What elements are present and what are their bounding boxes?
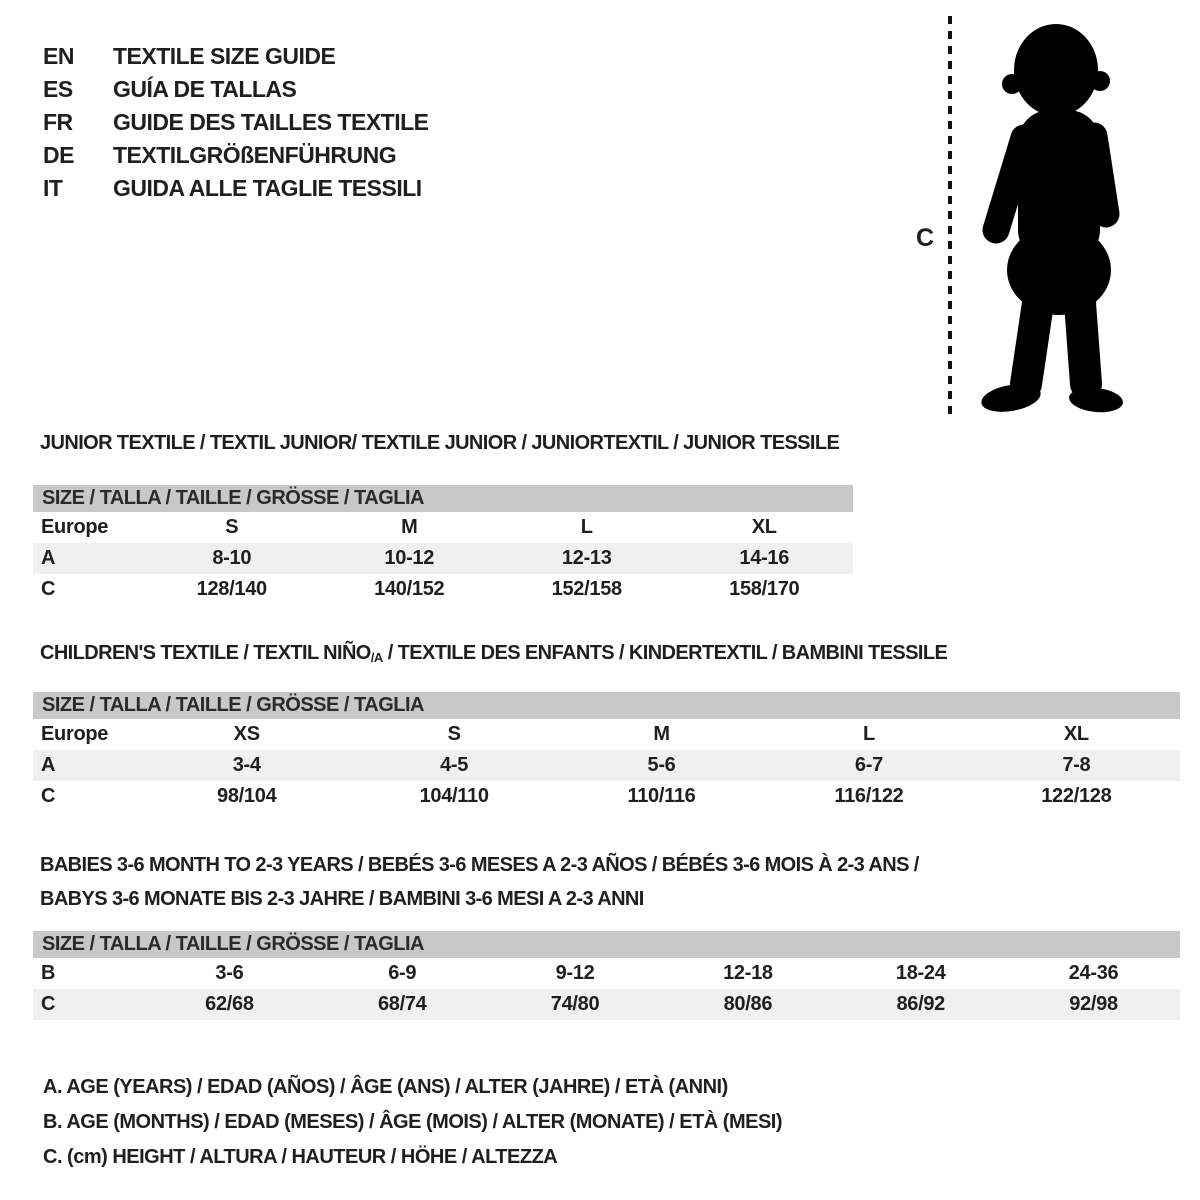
table-cell: 62/68 [205,993,254,1015]
section-title: JUNIOR TEXTILE / TEXTIL JUNIOR/ TEXTILE JUNIOR / JUNIORTEXTIL / JUNIOR TESSILE [40,432,840,454]
language-row [43,106,429,139]
language-guide-title: TEXTILGRÖßENFÜHRUNG [113,142,397,168]
section-title-text: CHILDREN'S TEXTILE / TEXTIL NIÑO [40,642,371,664]
language-guide-title: TEXTILE SIZE GUIDE [113,43,336,69]
section-title [40,640,1180,671]
table-cell: L [862,723,875,745]
row-label: A [41,754,56,776]
language-guide-title: GUIDE DES TAILLES TEXTILE [113,109,429,135]
table-cell: 10-12 [384,547,435,569]
section-title-text: / TEXTILE DES ENFANTS / KINDERTEXTIL / BAMBINI TESSILE [382,642,948,664]
legend-note: C. (cm) HEIGHT / ALTURA / HAUTEUR / HÖHE / ALTEZZA [43,1146,558,1168]
size-table-header: SIZE / TALLA / TAILLE / GRÖSSE / TAGLIA [33,692,1180,719]
height-figure-graphic [898,8,1148,420]
row-label: C [41,993,56,1015]
row-label: C [41,578,56,600]
table-cell: 92/98 [1069,993,1118,1015]
table-cell: 18-24 [895,962,946,984]
size-table [33,931,1180,1020]
height-figure [898,8,1148,420]
section-children-textile [33,640,1180,830]
size-table [33,485,853,605]
table-row [33,719,1180,750]
language-title-list [43,40,429,205]
figure-height-label: C [916,224,935,252]
table-row [33,543,853,574]
table-cell: 14-16 [739,547,790,569]
legend-note: A. AGE (YEARS) / EDAD (AÑOS) / ÂGE (ANS) / ALTER (JAHRE) / ETÀ (ANNI) [43,1076,728,1098]
section-title: BABIES 3-6 MONTH TO 2-3 YEARS / BEBÉS 3-6 MESES A 2-3 AÑOS / BÉBÉS 3-6 MOIS À 2-3 ANS / [40,854,919,876]
legend-notes [43,1070,782,1175]
language-code: ES [43,76,73,102]
table-cell: XL [751,516,777,538]
row-label: B [41,962,56,984]
language-code: DE [43,142,74,168]
table-cell: 140/152 [374,578,445,600]
language-row [43,40,429,73]
table-cell: S [447,723,461,745]
table-cell: M [653,723,670,745]
table-cell: 68/74 [377,993,427,1015]
table-cell: XL [1063,723,1089,745]
language-guide-title: GUÍA DE TALLAS [113,76,297,102]
row-label: Europe [41,516,109,538]
language-code: EN [43,43,74,69]
table-cell: M [401,516,418,538]
legend-note: B. AGE (MONTHS) / EDAD (MESES) / ÂGE (MOIS) / ALTER (MONATE) / ETÀ (MESI) [43,1111,783,1133]
row-label: C [41,785,56,807]
size-table-header: SIZE / TALLA / TAILLE / GRÖSSE / TAGLIA [33,485,853,512]
language-row [43,139,429,172]
section-title: BABYS 3-6 MONATE BIS 2-3 JAHRE / BAMBINI 3-6 MESI A 2-3 ANNI [40,888,644,910]
table-row [33,958,1180,989]
section-babies-textile [33,848,1180,1038]
table-cell: 12-18 [723,962,773,984]
table-cell: 158/170 [729,578,800,600]
table-cell: 12-13 [561,547,612,569]
table-row [33,512,853,543]
table-cell: 116/122 [834,785,904,807]
section-junior-textile [33,430,853,620]
table-cell: 122/128 [1041,785,1112,807]
table-cell: 6-9 [388,962,417,984]
table-row [33,574,853,605]
table-cell: 6-7 [854,754,883,776]
table-cell: 104/110 [419,785,489,807]
toddler-silhouette-icon [979,24,1124,416]
table-cell: 7-8 [1062,754,1091,776]
table-cell: 86/92 [896,993,945,1015]
language-row [43,73,429,106]
table-cell: 128/140 [196,578,267,600]
language-code: IT [43,175,63,201]
table-cell: 110/116 [627,785,696,807]
table-cell: L [580,516,593,538]
language-guide-title: GUIDA ALLE TAGLIE TESSILI [113,175,422,201]
table-cell: 3-4 [232,754,261,776]
language-row [43,172,429,205]
table-cell: 98/104 [217,785,277,807]
table-cell: XS [233,723,260,745]
table-cell: 3-6 [215,962,244,984]
table-cell: 80/86 [723,993,773,1015]
table-cell: 24-36 [1068,962,1119,984]
table-row [33,989,1180,1020]
table-cell: 5-6 [647,754,676,776]
section-title-subscript: /A [370,650,383,665]
size-table-header: SIZE / TALLA / TAILLE / GRÖSSE / TAGLIA [33,931,1180,958]
size-table [33,692,1180,812]
language-code: FR [43,109,73,135]
table-cell: 8-10 [212,547,252,569]
table-cell: 152/158 [551,578,622,600]
row-label: Europe [41,723,109,745]
table-cell: 9-12 [555,962,595,984]
table-row [33,750,1180,781]
table-cell: 74/80 [550,993,600,1015]
table-cell: S [225,516,239,538]
table-row [33,781,1180,812]
row-label: A [41,547,56,569]
table-cell: 4-5 [440,754,469,776]
